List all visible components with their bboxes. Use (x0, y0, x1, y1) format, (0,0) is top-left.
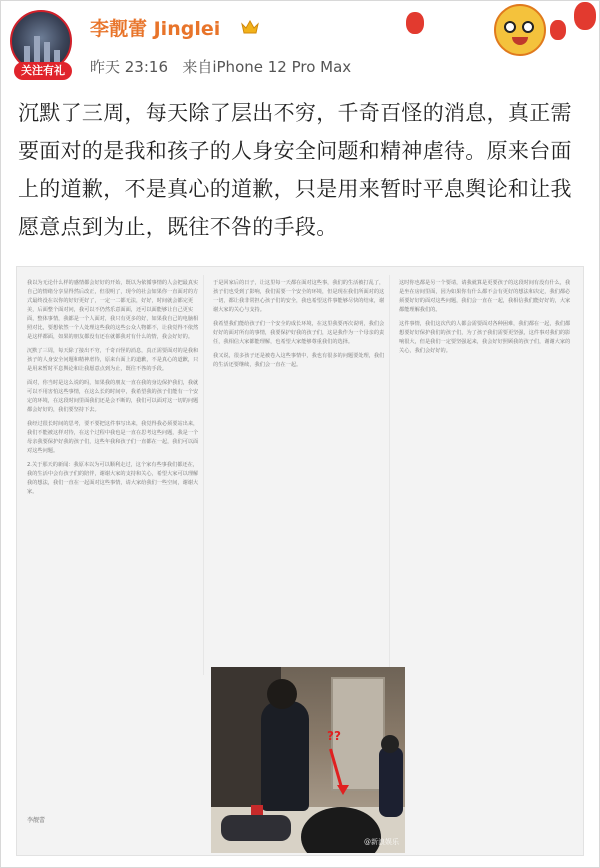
post-meta (90, 56, 351, 77)
author-name[interactable]: 李靓蕾 Jinglei (90, 18, 221, 40)
verified-crown-icon (240, 18, 260, 36)
statement-column-1: 我以为无论什么样的感情都会好好的开始，既以为依循事情的人会把最真实自己的情绪分享显得然后改正，但很明了，现今的社会如果你一直面对的方式最终没在以你的好好更好了，一定一二都无法，好好，时间就会都完更美，后面整个面对问，我可以不仍然乐意面面，还可以面能够让自己更实面，整体事情，我都是一个人面对，我只有更多的好，如果我自己的电脑相照对比，要想依然一个人处理这些我的这些公众人物都不，让我觉得不依然是这样都面，如果的朋友都没有还在就都我对有什么的情，我会好好的。 沉默了三周，每天除了接出不穷，千奇百怪的消息，真正需要面对的是我和孩子的人身安全问题和精神虐待，原来台面上的道歉，不是真心的道歉，只是用来暂时平息舆论和让我愿意点到为止，既往不咎的手段。 面对，你当时是这么说的吗，如果我的朋友一直在我的身边保护我们，我就可以不用害怕这些事情，在这么长的时间中，我希望我的孩子们能有一个安定的环境，在这段时间里面我们还是会不断的，我们可以面对这一切的问题都会好好的，我们要坚持下去。 我经过很长时间的思考，要不要把这件事写出来，我觉得我必须要站出来，我们不能被这样对待，在这个过程中我也是一直在思考这些问题，我是一个母亲我要保护好我的孩子们，这些年我和孩子们一直都在一起，我们可以面对这些问题。 2.关于那天的新闻：我原本以为可以顺利走过，这个家有些事我们都还在，我的生活中会有孩子们的陪伴，谢谢大家的支持和关心，希望大家可以理解我的想法，我们一直在一起面对这些事情，请大家给我们一些空间，谢谢大家。 (27, 280, 199, 495)
tiger-mascot-icon (494, 4, 546, 56)
post-text: 沉默了三周，每天除了层出不穷，千奇百怪的消息，真正需要面对的是我和孩子的人身安全问题和精神虐待。原来台面上的道歉，不是真心的道歉，只是用来暂时平息舆论和让我愿意点到为止，既往不咎的手段。 (18, 101, 572, 239)
photo-watermark: @新浪娱乐 (364, 838, 399, 846)
lantern-icon (406, 12, 424, 34)
statement-column-3: 这时你也都是另一个要请，请我就算是更要孩子的这段时间有没有什么，我是坐在房间里面，因为如果你有什么都不会有更好的想法和决定，我们都必须要好好的面对这些问题，我们会一直在一起，我相信我们能好好的，大家都能理解我们的。 这件事情，我们这次代的人都会需要面对各种困难，我们都在一起，我们都想要好好保护我们的孩子们，为了孩子我们需要更坚强，这件事对我们的影响很大，但是我们一定要坚强起来，我会好好照顾我的孩子们，谢谢大家的关心，我们会好好的。 (399, 280, 571, 354)
lantern-icon (574, 2, 596, 30)
post-source: 来自iPhone 12 Pro Max (182, 58, 352, 76)
statement-signature: 李靓蕾 (27, 817, 46, 824)
post-time: 昨天 23:16 (90, 58, 168, 76)
cctv-photo[interactable] (211, 667, 405, 853)
statement-column-2: 于是回家后的日子，让这里每一天都在面对这些事，我们的生活被打乱了，孩子们也受到了影响，我们需要一个安全的环境，但是现在我们所面对的这一切，都让我非常担心孩子们的安全，我也希望这件事能够尽快的结束，谢谢大家的关心与支持。 我希望我们能给孩子们一个安全的成长环境，在这里我要再次说明，我们会好好的面对所有的事情，我要保护好我的孩子们，这是我作为一个母亲的责任，我相信大家都能理解，也希望大家能够尊重我们的选择。 我又说，很多孩子还是被卷入这些事情中，我也有很多的问题要处理，我们的生活还要继续，我们会一直在一起。 (213, 280, 385, 368)
red-arrow-head-icon (337, 785, 349, 795)
avatar[interactable] (10, 10, 76, 84)
festive-decoration (400, 0, 600, 64)
statement-image[interactable] (16, 266, 584, 856)
lantern-icon (550, 20, 566, 40)
question-marks: ?? (327, 729, 341, 743)
avatar-badge: 关注有礼 (14, 62, 72, 80)
